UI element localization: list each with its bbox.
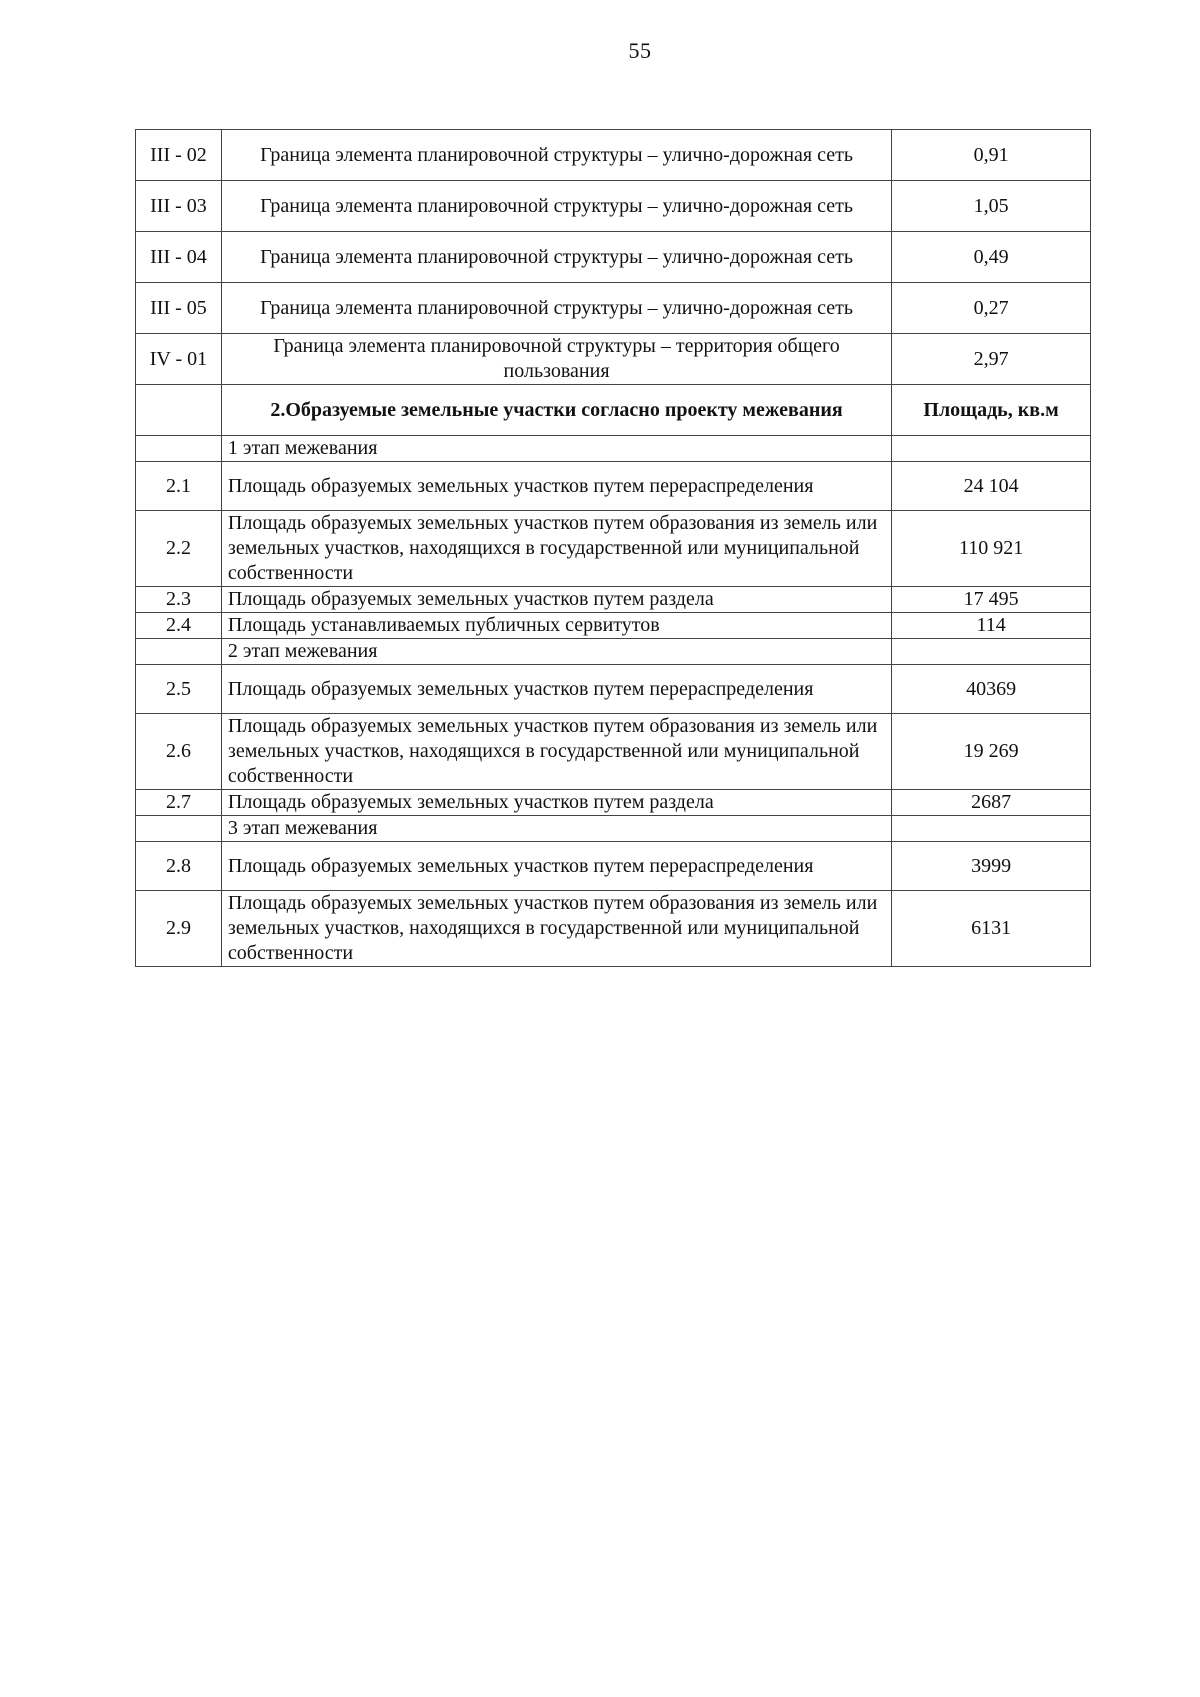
row-code: III - 05 (136, 283, 222, 334)
row-code: 2.8 (136, 842, 222, 891)
row-code: 2.9 (136, 891, 222, 967)
row-code: III - 03 (136, 181, 222, 232)
row-code (136, 816, 222, 842)
row-description: Граница элемента планировочной структуры – улично-дорожная сеть (221, 232, 891, 283)
table-row (136, 587, 1091, 613)
row-code: 2.4 (136, 613, 222, 639)
row-code: IV - 01 (136, 334, 222, 385)
row-description: Граница элемента планировочной структуры – улично-дорожная сеть (221, 181, 891, 232)
stage-row (136, 436, 1091, 462)
row-description: Площадь образуемых земельных участков путем раздела (221, 790, 891, 816)
row-value: 110 921 (892, 511, 1091, 587)
row-description: Площадь образуемых земельных участков путем перераспределения (221, 665, 891, 714)
row-code (136, 436, 222, 462)
table-row (136, 130, 1091, 181)
row-code: 2.5 (136, 665, 222, 714)
row-description: Площадь образуемых земельных участков путем образования из земель или земельных участков, находящихся в государственной или муниципальной собственности (221, 891, 891, 967)
row-description: Площадь образуемых земельных участков путем перераспределения (221, 842, 891, 891)
row-value: 24 104 (892, 462, 1091, 511)
row-description: Граница элемента планировочной структуры – территория общего пользования (221, 334, 891, 385)
row-code (136, 639, 222, 665)
row-code: 2.6 (136, 714, 222, 790)
section-header-title: 2.Образуемые земельные участки согласно проекту межевания (221, 385, 891, 436)
row-description: Площадь образуемых земельных участков путем раздела (221, 587, 891, 613)
row-code: III - 02 (136, 130, 222, 181)
table-row (136, 714, 1091, 790)
row-description: Площадь устанавливаемых публичных сервитутов (221, 613, 891, 639)
row-code: 2.7 (136, 790, 222, 816)
row-code: 2.2 (136, 511, 222, 587)
row-value: 2,97 (892, 334, 1091, 385)
row-value: 2687 (892, 790, 1091, 816)
row-description: Площадь образуемых земельных участков путем образования из земель или земельных участков, находящихся в государственной или муниципальной собственности (221, 714, 891, 790)
row-value: 40369 (892, 665, 1091, 714)
row-code: 2.1 (136, 462, 222, 511)
section-header-row (136, 385, 1091, 436)
row-value: 1,05 (892, 181, 1091, 232)
table-row (136, 181, 1091, 232)
row-description: Площадь образуемых земельных участков путем перераспределения (221, 462, 891, 511)
stage-label: 1 этап межевания (221, 436, 891, 462)
stage-label: 3 этап межевания (221, 816, 891, 842)
row-description: Граница элемента планировочной структуры – улично-дорожная сеть (221, 130, 891, 181)
table-row (136, 283, 1091, 334)
land-plots-table (135, 129, 1091, 967)
row-value: 3999 (892, 842, 1091, 891)
section-header-code (136, 385, 222, 436)
table-row (136, 665, 1091, 714)
table-row (136, 790, 1091, 816)
row-description: Граница элемента планировочной структуры – улично-дорожная сеть (221, 283, 891, 334)
table-row (136, 891, 1091, 967)
row-value: 0,49 (892, 232, 1091, 283)
table-row (136, 842, 1091, 891)
table-row (136, 511, 1091, 587)
row-value: 0,27 (892, 283, 1091, 334)
page-number: 55 (628, 38, 652, 63)
row-value: 17 495 (892, 587, 1091, 613)
row-value (892, 436, 1091, 462)
row-value: 114 (892, 613, 1091, 639)
table-row (136, 462, 1091, 511)
row-value: 0,91 (892, 130, 1091, 181)
row-value (892, 639, 1091, 665)
stage-row (136, 639, 1091, 665)
row-value: 6131 (892, 891, 1091, 967)
section-header-value-label: Площадь, кв.м (892, 385, 1091, 436)
stage-label: 2 этап межевания (221, 639, 891, 665)
table-row (136, 232, 1091, 283)
row-value (892, 816, 1091, 842)
table-row (136, 334, 1091, 385)
stage-row (136, 816, 1091, 842)
row-code: III - 04 (136, 232, 222, 283)
table-row (136, 613, 1091, 639)
row-code: 2.3 (136, 587, 222, 613)
row-description: Площадь образуемых земельных участков путем образования из земель или земельных участков, находящихся в государственной или муниципальной собственности (221, 511, 891, 587)
row-value: 19 269 (892, 714, 1091, 790)
